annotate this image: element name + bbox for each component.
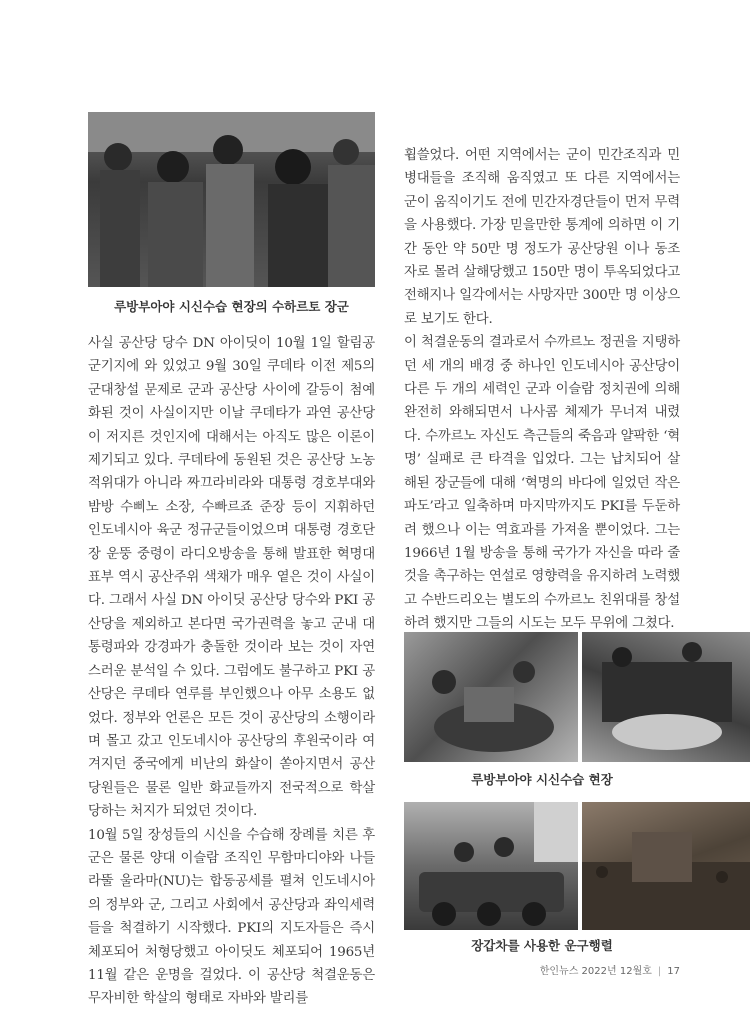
photo-recovery-left-image [404,632,578,762]
footer-separator: | [657,966,662,977]
photo-crowd-image [582,802,750,930]
photo-procession-left [404,802,578,930]
paragraph: 이 척결운동의 결과로서 수까르노 정권을 지탱하던 세 개의 배경 중 하나인 인도네시아 공산당이 다른 두 개의 세력인 군과 이슬람 정치권에 의해 완전히 와해되면서 나사콤 체제가 무너져 내렸다. 수까르노 자신도 측근들의 죽음과 얄팍한 ‘혁명’ 실패로 큰 타격을 입었다. 그는 납치되어 살해된 장군들에 대해 ‘혁명의 바다에 일었던 작은 파도’라고 일축하며 마지막까지도 PKI를 두둔하려 했으나 이는 역효과를 가져올 뿐이었다. 그는 1966년 1월 방송을 통해 국가가 자신을 따라 줄 것을 촉구하는 연설로 영향력을 유지하려 노력했고 수반드리오는 별도의 수까르노 친위대를 창설하려 했지만 그들의 시도는 모두 무위에 그쳤다. [404,335,680,632]
photo-recovery-right [582,632,750,762]
paragraph: 사실 공산당 당수 DN 아이딧이 10월 1일 할림공군기지에 와 있었고 9월 30일 쿠데타 이전 제5의 군대창설 문제로 군과 공산당 사이에 갈등이 첨예화된 것이 사실이지만 이날 쿠데타가 과연 공산당이 저지른 것인지에 대해서는 아직도 많은 이론이 제기되고 있다. 쿠데타에 동원된 것은 공산당 노농적위대가 아니라 짜끄라비라와 대통령 경호부대와 밤방 수삐노 소장, 수빠르죠 준장 등이 지휘하던 인도네시아 육군 정규군들이었으며 대통령 경호단장 운뚱 중령이 라디오방송을 통해 발표한 혁명대표부 역시 공산주위 색채가 매우 옅은 것이 사실이다. 그래서 사실 DN 아이딧 공산당 당수와 PKI 공산당을 제외하고 본다면 국가권력을 놓고 군내 대통령파와 강경파가 충돌한 것이라 보는 것이 자연스러운 분석일 수 있다. 그럼에도 불구하고 PKI 공산당은 쿠데타 연루를 부인했으나 아무 소용도 없었다. 정부와 언론은 모든 것이 공산당의 소행이라며 몰고 갔고 인도네시아 공산당의 후원국이라 여겨지던 중국에게 비난의 화살이 쏟아지면서 공산당원들은 물론 일반 화교들까지 전국적으로 학살당하는 처지가 되었던 것이다. [88,336,375,820]
photo-caption-suharto: 루방부아야 시신수습 현장의 수하르토 장군 [114,299,349,314]
photo-caption-recovery: 루방부아야 시신수습 현장 [471,772,613,787]
page-number: 17 [667,966,680,977]
article-right-column [404,144,680,636]
photo-procession-right [582,802,750,930]
photo-recovery-left [404,632,578,762]
publication-name: 한인뉴스 2022년 12월호 [539,966,652,977]
paragraph: 휩쓸었다. 어떤 지역에서는 군이 민간조직과 민병대들을 조직해 움직였고 또 다른 지역에서는 군이 움직이기도 전에 민간자경단들이 먼저 무력을 사용했다. 가장 믿을만한 통계에 의하면 이 기간 동안 약 50만 명 정도가 공산당원 이나 동조자로 몰려 살해당했고 150만 명이 투옥되었다고 전해지나 일각에서는 사망자만 300만 명 이상으로 보기도 한다. [404,148,680,327]
paragraph: 10월 5일 장성들의 시신을 수습해 장례를 치른 후 군은 물론 양대 이슬람 조직인 무함마디야와 나들라뚤 울라마(NU)는 합동공세를 펼쳐 인도네시아의 정부와 군, 그리고 사회에서 공산당과 좌익세력들을 척결하기 시작했다. PKI의 지도자들은 즉시 체포되어 처형당했고 아이딧도 체포되어 1965년 11월 같은 운명을 걸었다. 이 공산당 척결운동은 무자비한 학살의 형태로 자바와 발리를 [88,827,375,1007]
photo-suharto-at-site [88,112,375,287]
photo-recovery-right-image [582,632,750,762]
article-left-column [88,332,375,1011]
page-footer [540,962,680,977]
photo-armored-car-image [404,802,578,930]
photo-caption-procession: 장갑차를 사용한 운구행렬 [471,938,613,953]
photo-suharto-image [88,112,375,287]
